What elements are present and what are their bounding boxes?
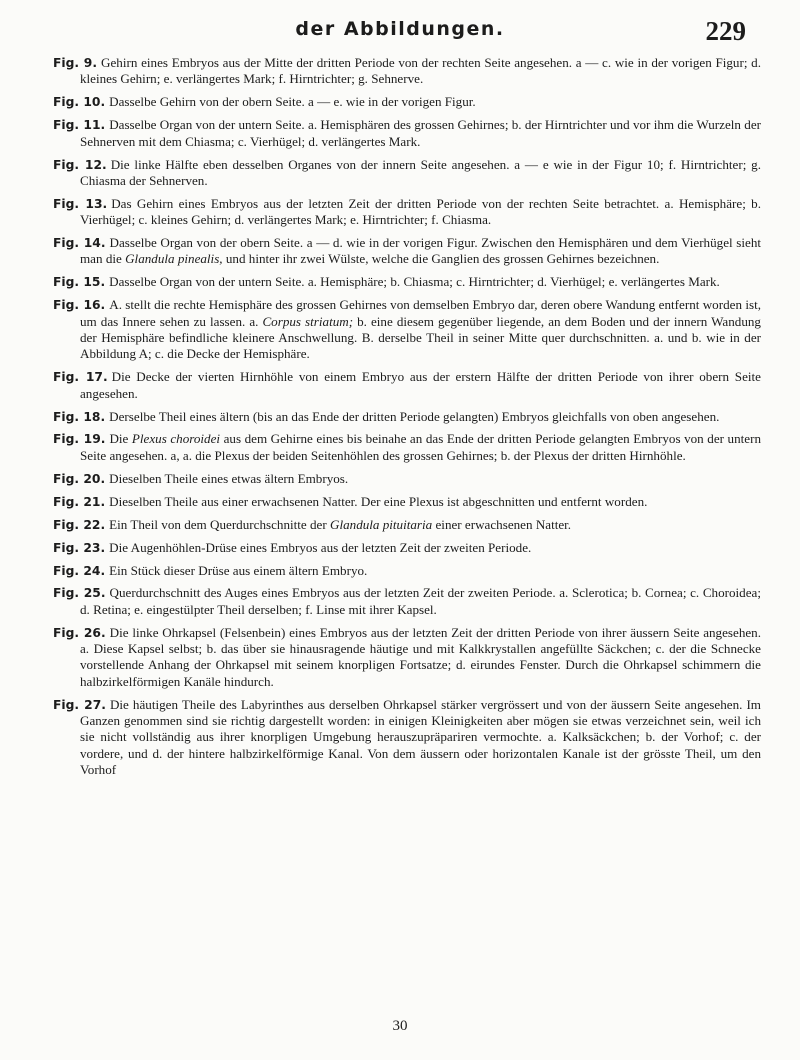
- figure-text: Die Augenhöhlen-Drüse eines Embryos aus der letzten Zeit der zweiten Periode.: [109, 539, 532, 555]
- figure-entry: [53, 517, 761, 533]
- figure-text: Dasselbe Organ von der untern Seite. a. Hemisphäre; b. Chiasma; c. Hirntrichter; d. Vierhügel; e. verlängertes Mark.: [109, 274, 720, 290]
- figure-label: Fig. 10.: [53, 95, 106, 110]
- figure-text: Das Gehirn eines Embryos aus der letzten Zeit der dritten Periode von der rechten Seite betrachtet. a. Hemisphäre; b. Vierhügel; c. kleines Gehirn; d. verlängertes Mark; e. Hirntrichter; f. Chiasma.: [80, 195, 761, 228]
- figure-entry: [53, 274, 761, 290]
- figure-entry: [53, 585, 761, 618]
- page-header: [48, 16, 752, 46]
- printer-signature: 30: [392, 1018, 408, 1034]
- figure-label: Fig. 9.: [53, 56, 98, 70]
- figure-entry: [53, 94, 761, 110]
- figure-label: Fig. 17.: [53, 370, 108, 385]
- figure-label: Fig. 26.: [53, 625, 106, 640]
- figure-text: Dasselbe Gehirn von der obern Seite. a — e. wie in der vorigen Figur.: [109, 94, 476, 110]
- figure-text: Dasselbe Organ von der obern Seite. a — d. wie in der vorigen Figur. Zwischen den Hemisphären und dem Vierhügel sieht man die: [80, 235, 762, 267]
- figure-text: Die linke Ohrkapsel (Felsenbein) eines Embryos aus der letzten Zeit der dritten Periode von ihrer äussern Seite angesehen. a. Diese Kapsel selbst; b. das über sie hinausragende häutige und mit Kalkkrystallen angefüllte Säckchen; c. der die Schnecke vorstellende Anhang der Ohrkapsel mit seinem knorpligen Fortsatze; d. eirundes Fenster. Durch die Ohrkapsel schimmern die halbzirkelförmigen Kanäle hindurch.: [80, 624, 761, 689]
- figure-label: Fig. 25.: [53, 586, 106, 601]
- figure-label: Fig. 15.: [53, 275, 106, 290]
- figure-entry: [53, 409, 761, 425]
- figure-descriptions: [53, 55, 761, 785]
- figure-label: Fig. 14.: [53, 236, 106, 251]
- figure-text: Gehirn eines Embryos aus der Mitte der dritten Periode von der rechten Seite angesehen. a — c. wie in der vorigen Figur; d. kleines Gehirn; e. verlängertes Mark; f. Hirntrichter; g. Sehnerve.: [80, 55, 761, 87]
- figure-label: Fig. 23.: [53, 540, 106, 555]
- figure-entry: [53, 235, 761, 268]
- figure-label: Fig. 19.: [53, 432, 106, 447]
- figure-text: Ein Theil von dem Querdurchschnitte der: [109, 516, 330, 532]
- figure-label: Fig. 21.: [53, 494, 106, 509]
- page-number: 229: [705, 16, 746, 46]
- figure-entry: [53, 471, 761, 487]
- latin-term: Glandula pituitaria: [330, 516, 433, 532]
- figure-text: b. eine diesem gegenüber liegende, an dem Boden und der innern Wandung der Hemisphäre befindliche kleinere Anschwellung. B. derselbe Theil in seiner Mitte quer durchschnitten. a. und b. wie in der Abbildung A; c. die Decke der Hemisphäre.: [80, 313, 761, 362]
- figure-label: Fig. 11.: [53, 118, 106, 133]
- figure-label: Fig. 12.: [53, 157, 107, 172]
- figure-label: Fig. 27.: [53, 697, 106, 712]
- figure-text: aus dem Gehirne eines bis beinahe an das Ende der dritten Periode gelangten Embryos von der untern Seite angesehen. a, a. die Plexus der beiden Seitenhöhlen des grossen Gehirnes; b. der Plexus der dritten Hirnhöhle.: [80, 431, 761, 463]
- figure-entry: [53, 196, 761, 229]
- figure-label: Fig. 24.: [53, 563, 106, 578]
- running-title: der Abbildungen.: [295, 18, 505, 40]
- figure-label: Fig. 20.: [53, 471, 106, 486]
- figure-text: und hinter ihr zwei Wülste, welche die Ganglien des grossen Gehirnes bezeichnen.: [222, 251, 660, 267]
- figure-entry: [53, 297, 761, 362]
- figure-text: Die Decke der vierten Hirnhöhle von einem Embryo aus der erstern Hälfte der dritten Periode von ihrer obern Seite angesehen.: [80, 369, 761, 401]
- figure-entry: [53, 157, 761, 190]
- figure-entry: [53, 625, 761, 690]
- figure-entry: [53, 55, 761, 88]
- figure-entry: [53, 117, 761, 150]
- figure-text: Dieselben Theile eines etwas ältern Embryos.: [109, 470, 349, 486]
- figure-text: einer erwachsenen Natter.: [432, 516, 572, 532]
- figure-text: Dasselbe Organ von der untern Seite. a. Hemisphären des grossen Gehirnes; b. der Hirntrichter und vor ihm die Wurzeln der Sehnerven mit dem Chiasma; c. Vierhügel; d. verlängertes Mark.: [80, 117, 761, 149]
- figure-entry: [53, 431, 761, 464]
- figure-text: Die häutigen Theile des Labyrinthes aus derselben Ohrkapsel stärker vergrössert und von der äussern Seite angesehen. Im Ganzen genommen sind sie richtig dargestellt worden: in einigen Kleinigkeiten aber mögen sie etwas verzeichnet sein, weil ich sie nicht vollständig aus ihrer knorpligen Umgebung herauszupräpariren vermochte. a. Kalksäckchen; b. der Vorhof; c. der vordere, und d. der hintere halbzirkelförmige Kanal. Von dem äussern oder horizontalen Kanale ist der grösste Theil, um den Vorhof: [80, 696, 761, 778]
- figure-entry: [53, 540, 761, 556]
- latin-term: Glandula pinealis,: [125, 251, 223, 267]
- figure-text: Die linke Hälfte eben desselben Organes von der innern Seite angesehen. a — e wie in der Figur 10; f. Hirntrichter; g. Chiasma der Sehnerven.: [80, 156, 761, 188]
- figure-text: Querdurchschnitt des Auges eines Embryos aus der letzten Zeit der zweiten Periode. a. Sclerotica; b. Cornea; c. Choroidea; d. Retina; e. eingestülpter Theil derselben; f. Linse mit ihrer Kapsel.: [80, 585, 761, 617]
- figure-text: Derselbe Theil eines ältern (bis an das Ende der dritten Periode gelangten) Embryos gleichfalls von oben angesehen.: [109, 408, 720, 424]
- latin-term: Corpus striatum;: [262, 313, 354, 329]
- latin-term: Plexus choroidei: [131, 431, 221, 447]
- figure-text: Die: [109, 431, 132, 447]
- figure-entry: [53, 369, 761, 402]
- figure-label: Fig. 16.: [53, 298, 106, 313]
- figure-text: A. stellt die rechte Hemisphäre des grossen Gehirnes von demselben Embryo dar, deren obere Wandung entfernt worden ist, um das Innere sehen zu lassen. a.: [80, 297, 761, 329]
- figure-label: Fig. 18.: [53, 409, 106, 424]
- figure-text: Ein Stück dieser Drüse aus einem ältern Embryo.: [109, 562, 368, 578]
- figure-entry: [53, 494, 761, 510]
- figure-entry: [53, 563, 761, 579]
- figure-text: Dieselben Theile aus einer erwachsenen Natter. Der eine Plexus ist abgeschnitten und entfernt worden.: [109, 493, 648, 509]
- figure-label: Fig. 22.: [53, 517, 106, 532]
- figure-label: Fig. 13.: [53, 196, 108, 211]
- figure-entry: [53, 697, 761, 779]
